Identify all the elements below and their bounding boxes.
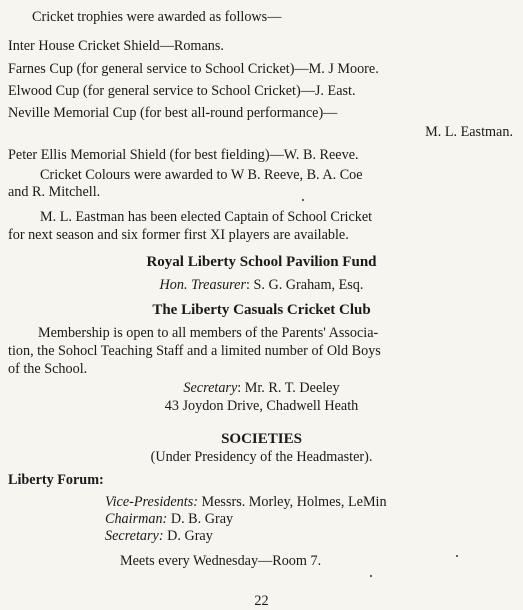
pavilion-treasurer xyxy=(0,276,523,294)
casuals-title: The Liberty Casuals Cricket Club xyxy=(152,302,371,318)
chair-value: D. B. Gray xyxy=(170,511,234,527)
casuals-address: 43 Joydon Drive, Chadwell Heath xyxy=(164,398,359,414)
scan-speck xyxy=(370,575,372,577)
forum-sec-value: D. Gray xyxy=(167,528,213,544)
captain-line-1: M. L. Eastman has been elected Captain of School Cricket xyxy=(40,209,373,225)
treasurer-value: : S. G. Graham, Esq. xyxy=(246,277,364,293)
page-number: 22 xyxy=(254,593,269,609)
colours-line-2: and R. Mitchell. xyxy=(8,184,101,200)
casuals-body-2: tion, the Sohocl Teaching Staff and a limited number of Old Boys xyxy=(8,343,381,359)
trophies-intro: Cricket trophies were awarded as follows— xyxy=(32,9,282,25)
trophy-line-ellis: Peter Ellis Memorial Shield (for best fielding)—W. B. Reeve. xyxy=(8,147,359,163)
societies-subtitle: (Under Presidency of the Headmaster). xyxy=(150,449,373,465)
scan-speck xyxy=(302,199,304,201)
trophy-line-neville: Neville Memorial Cup (for best all-round performance)— xyxy=(8,105,338,121)
vp-label: Vice-Presidents: xyxy=(105,494,198,510)
trophy-line-elwood: Elwood Cup (for general service to School Cricket)—J. East. xyxy=(8,83,356,99)
forum-chairman xyxy=(105,510,233,528)
trophy-line-neville-winner: M. L. Eastman. xyxy=(425,124,513,140)
colours-line-1: Cricket Colours were awarded to W B. Reeve, B. A. Coe xyxy=(40,167,363,183)
casuals-secretary-value: : Mr. R. T. Deeley xyxy=(237,380,340,396)
forum-vice-presidents xyxy=(105,493,387,511)
chair-label: Chairman: xyxy=(105,511,168,527)
casuals-secretary xyxy=(0,379,523,397)
forum-meets: Meets every Wednesday—Room 7. xyxy=(120,553,322,569)
vp-value: Messrs. Morley, Holmes, LeMin xyxy=(201,494,387,510)
captain-line-2: for next season and six former first XI players are available. xyxy=(8,227,349,243)
societies-title: SOCIETIES xyxy=(221,431,302,447)
treasurer-label: Hon. Treasurer xyxy=(159,277,246,293)
pavilion-title: Royal Liberty School Pavilion Fund xyxy=(146,254,377,270)
casuals-body-3: of the School. xyxy=(8,361,88,377)
forum-secretary xyxy=(105,527,213,545)
casuals-body-1: Membership is open to all members of the Parents' Associa- xyxy=(38,325,379,341)
scan-speck xyxy=(456,555,458,557)
trophy-line-farnes: Farnes Cup (for general service to School Cricket)—M. J Moore. xyxy=(8,61,379,77)
trophy-line-shield: Inter House Cricket Shield—Romans. xyxy=(8,38,224,54)
casuals-secretary-label: Secretary xyxy=(183,380,238,396)
forum-title: Liberty Forum: xyxy=(8,472,104,488)
forum-sec-label: Secretary: xyxy=(105,528,164,544)
